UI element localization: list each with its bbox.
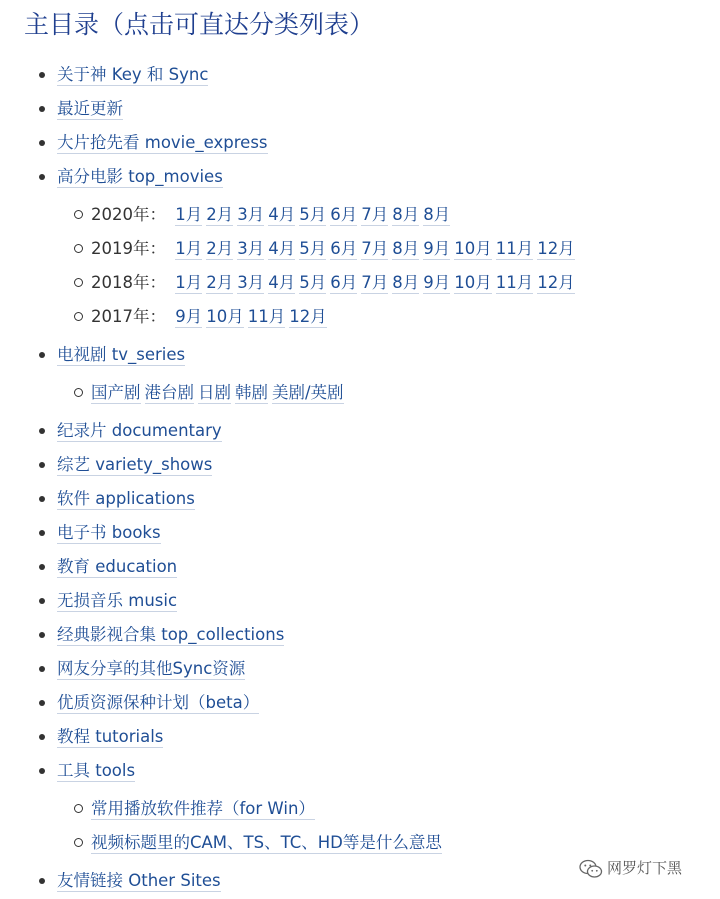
year-label: 2018年： (91, 273, 166, 292)
tv-category-link[interactable]: 港台剧 (144, 383, 194, 402)
month-link[interactable]: 10月 (454, 239, 492, 258)
month-link[interactable]: 2月 (206, 273, 234, 292)
link-tv-series[interactable]: 电视剧 tv_series (57, 345, 186, 364)
circle-bullet-icon (74, 838, 83, 847)
toc-item-tools (0, 754, 720, 788)
bullet-icon (39, 878, 45, 884)
link-tools[interactable]: 工具 tools (57, 761, 136, 780)
year-row-2017 (0, 300, 720, 334)
tv-category-link[interactable]: 韩剧 (235, 383, 268, 402)
link-music[interactable]: 无损音乐 music (57, 591, 178, 610)
link-collections[interactable]: 经典影视合集 top_collections (57, 625, 285, 644)
month-links (91, 266, 579, 300)
month-link[interactable]: 7月 (361, 273, 389, 292)
toc-item-about (0, 58, 720, 92)
toc-item-movie-express (0, 126, 720, 160)
month-link[interactable]: 6月 (330, 205, 358, 224)
bullet-icon (39, 666, 45, 672)
bullet-icon (39, 174, 45, 180)
month-link[interactable]: 9月 (423, 239, 451, 258)
month-link[interactable]: 4月 (268, 239, 296, 258)
circle-bullet-icon (74, 312, 83, 321)
month-link[interactable]: 4月 (268, 273, 296, 292)
toc-item-education (0, 550, 720, 584)
toc-item-variety (0, 448, 720, 482)
toc-item-books (0, 516, 720, 550)
month-link[interactable]: 4月 (268, 205, 296, 224)
bullet-icon (39, 428, 45, 434)
month-link[interactable]: 3月 (237, 273, 265, 292)
year-label: 2017年： (91, 307, 166, 326)
year-label: 2019年： (91, 239, 166, 258)
bullet-icon (39, 768, 45, 774)
month-link[interactable]: 1月 (175, 239, 203, 258)
tv-category-link[interactable]: 国产剧 (91, 383, 141, 402)
month-link[interactable]: 5月 (299, 239, 327, 258)
month-links (91, 198, 454, 232)
link-variety[interactable]: 综艺 variety_shows (57, 455, 213, 474)
month-link[interactable]: 8月 (392, 239, 420, 258)
bullet-icon (39, 598, 45, 604)
month-link[interactable]: 8月 (392, 205, 420, 224)
month-link[interactable]: 10月 (206, 307, 244, 326)
toc-item-recent (0, 92, 720, 126)
month-link[interactable]: 9月 (423, 273, 451, 292)
tv-categories-row (0, 376, 720, 410)
bullet-icon (39, 106, 45, 112)
bullet-icon (39, 72, 45, 78)
bullet-icon (39, 734, 45, 740)
bullet-icon (39, 462, 45, 468)
circle-bullet-icon (74, 278, 83, 287)
month-links (91, 300, 331, 334)
month-link[interactable]: 9月 (175, 307, 203, 326)
link-books[interactable]: 电子书 books (57, 523, 161, 542)
toc-item-tutorials (0, 720, 720, 754)
month-link[interactable]: 2月 (206, 239, 234, 258)
month-link[interactable]: 12月 (537, 239, 575, 258)
toc-item-collections (0, 618, 720, 652)
toc-item-documentary (0, 414, 720, 448)
link-education[interactable]: 教育 education (57, 557, 178, 576)
link-player-software[interactable]: 常用播放软件推荐（for Win） (91, 799, 315, 818)
circle-bullet-icon (74, 210, 83, 219)
watermark (579, 854, 682, 882)
year-row-2019 (0, 232, 720, 266)
toc-item-top-movies (0, 160, 720, 194)
bullet-icon (39, 496, 45, 502)
link-documentary[interactable]: 纪录片 documentary (57, 421, 222, 440)
month-link[interactable]: 3月 (237, 205, 265, 224)
bullet-icon (39, 632, 45, 638)
circle-bullet-icon (74, 244, 83, 253)
bullet-icon (39, 530, 45, 536)
link-recent[interactable]: 最近更新 (57, 99, 123, 118)
toc-item-tv-series (0, 338, 720, 372)
month-link[interactable]: 11月 (495, 273, 534, 292)
circle-bullet-icon (74, 804, 83, 813)
toc-item-music (0, 584, 720, 618)
month-link[interactable]: 6月 (330, 273, 358, 292)
year-label: 2020年： (91, 205, 166, 224)
bullet-icon (39, 140, 45, 146)
month-link[interactable]: 8月 (423, 205, 451, 224)
month-link[interactable]: 7月 (361, 239, 389, 258)
link-other-sites[interactable]: 友情链接 Other Sites (57, 871, 221, 890)
month-link[interactable]: 5月 (299, 273, 327, 292)
year-row-2018 (0, 266, 720, 300)
toc-item-shared (0, 652, 720, 686)
year-row-2020 (0, 198, 720, 232)
toc-item-seeding (0, 686, 720, 720)
tv-category-link[interactable]: 美剧/英剧 (272, 383, 344, 402)
toc-list (0, 58, 720, 898)
watermark-text: 网罗灯下黑 (607, 859, 683, 877)
month-link[interactable]: 2月 (206, 205, 234, 224)
month-link[interactable]: 7月 (361, 205, 389, 224)
month-link[interactable]: 12月 (537, 273, 575, 292)
month-links (91, 232, 579, 266)
month-link[interactable]: 1月 (175, 273, 203, 292)
bullet-icon (39, 700, 45, 706)
month-link[interactable]: 11月 (247, 307, 286, 326)
bullet-icon (39, 564, 45, 570)
month-link[interactable]: 6月 (330, 239, 358, 258)
month-link[interactable]: 11月 (495, 239, 534, 258)
link-movie-express[interactable]: 大片抢先看 movie_express (57, 133, 268, 152)
link-applications[interactable]: 软件 applications (57, 489, 195, 508)
link-shared[interactable]: 网友分享的其他Sync资源 (57, 659, 246, 678)
month-link[interactable]: 8月 (392, 273, 420, 292)
link-top-movies[interactable]: 高分电影 top_movies (57, 167, 223, 186)
toc-item-applications (0, 482, 720, 516)
month-link[interactable]: 1月 (175, 205, 203, 224)
bullet-icon (39, 352, 45, 358)
wechat-icon (579, 859, 603, 879)
tv-category-link[interactable]: 日剧 (198, 383, 231, 402)
link-about[interactable]: 关于神 Key 和 Sync (57, 65, 209, 84)
month-link[interactable]: 3月 (237, 239, 265, 258)
month-link[interactable]: 10月 (454, 273, 492, 292)
link-tutorials[interactable]: 教程 tutorials (57, 727, 164, 746)
link-seeding[interactable]: 优质资源保种计划（beta） (57, 693, 260, 712)
link-video-terms[interactable]: 视频标题里的CAM、TS、TC、HD等是什么意思 (91, 833, 442, 852)
circle-bullet-icon (74, 388, 83, 397)
month-link[interactable]: 12月 (289, 307, 327, 326)
tools-sub-player (0, 792, 720, 826)
page-title: 主目录（点击可直达分类列表） (24, 10, 375, 39)
month-link[interactable]: 5月 (299, 205, 327, 224)
tv-category-links (91, 376, 348, 410)
